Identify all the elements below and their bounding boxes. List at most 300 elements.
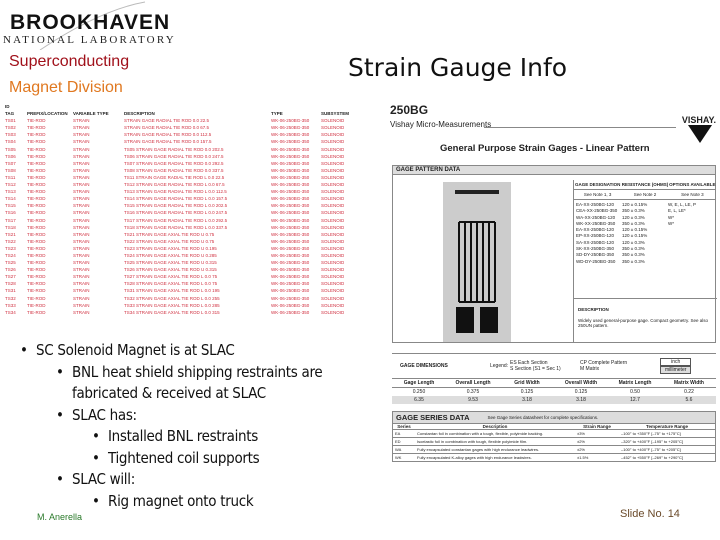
gage-cell: SA-XX-250BG-120 [576, 239, 615, 245]
dims-title: GAGE DIMENSIONS [400, 363, 448, 369]
strain-gauge-table [5, 103, 383, 316]
gage-cell: CEA-XX-250BG-350 [576, 208, 618, 214]
table-row [5, 252, 383, 259]
table-header-cell: DESCRIPTION [124, 111, 155, 117]
table-cell: WK-06-250BG-350 [271, 245, 310, 251]
table-cell: WK-06-250BG-350 [271, 182, 310, 188]
table-cell: TS15 [5, 203, 16, 209]
table-cell: TS17 STRAIN GAGE RADIAL TIE ROD L 0.0 292.5 [124, 217, 228, 223]
legend-item: ES Each Section [510, 360, 548, 366]
table-header-cell: SUBSYSTEM [321, 111, 350, 117]
table-cell: TS25 [5, 260, 16, 266]
dims-cell: 0.250 [412, 389, 426, 395]
table-cell: WK-06-250BG-350 [271, 274, 310, 280]
series-note: See Gage Series datasheet for complete specifications. [487, 415, 599, 420]
series-cell: –320° to +400°F [–195° to +205°C] [621, 439, 683, 444]
table-cell: WK-06-250BG-350 [271, 210, 310, 216]
table-cell: TIE-ROD [27, 224, 46, 230]
table-row [5, 124, 383, 131]
series-cell: Isoelastic foil in combination with tough, flexible polyimide film. [417, 439, 528, 444]
gage-cell: 120 ± 0.3% [622, 214, 645, 220]
table-cell: TS01 [5, 118, 16, 124]
table-cell: TS23 [5, 245, 16, 251]
table-cell: WK-06-250BG-350 [271, 174, 310, 180]
series-row [393, 453, 715, 461]
slide-number: Slide No. 14 [620, 508, 680, 520]
gage-cell: 350 ± 0.3% [622, 246, 645, 252]
table-cell: TIE-ROD [27, 252, 46, 258]
table-row [5, 167, 383, 174]
table-cell: WK-06-250BG-350 [271, 302, 310, 308]
col-head: GAGE DESIGNATION [574, 182, 621, 187]
series-cell: WA [395, 447, 402, 452]
table-cell: TS13 [5, 189, 16, 195]
table-cell: TIE-ROD [27, 274, 46, 280]
table-cell: WK-06-250BG-350 [271, 252, 310, 258]
table-cell: TS03 [5, 132, 16, 138]
table-cell: STRAIN [73, 174, 90, 180]
slide-title: Strain Gauge Info [348, 53, 568, 82]
table-cell: SOLENOID [321, 196, 345, 202]
table-cell: TS08 STRAIN GAGE RADIAL TIE ROD 0.0 337.5 [124, 167, 224, 173]
strain-gauge-grid-icon [443, 182, 511, 342]
table-cell: WK-06-250BG-350 [271, 260, 310, 266]
table-header-cell: TAG [5, 111, 15, 117]
table-cell: SOLENOID [321, 295, 345, 301]
bullet-continuation: fabricated & received at SLAC [72, 384, 266, 402]
gage-cell: 120 ± 0.3% [622, 239, 645, 245]
gage-cell: EA-XX-250BG-120 [576, 227, 615, 233]
table-cell: SOLENOID [321, 260, 345, 266]
table-row [5, 146, 383, 153]
series-cell: WK [395, 455, 402, 460]
gage-cell: 120 ± 0.15% [622, 202, 648, 207]
series-row [393, 437, 715, 445]
datasheet-heading: General Purpose Strain Gages - Linear Pattern [440, 143, 650, 154]
table-cell: TS25 STRAIN GAGE AXIAL TIE ROD U 0.315 [124, 260, 217, 266]
gage-cell: 120 ± 0.15% [622, 227, 648, 233]
table-cell: WK-06-250BG-350 [271, 160, 310, 166]
series-cell: ±2% [577, 447, 585, 452]
dims-cell: 3.18 [576, 397, 586, 403]
table-cell: STRAIN [73, 189, 90, 195]
legend-item: CP Complete Pattern [580, 360, 628, 366]
gage-cell: WA-XX-250BG-120 [576, 214, 616, 220]
table-cell: TS17 [5, 217, 16, 223]
table-cell: TIE-ROD [27, 245, 46, 251]
table-cell: STRAIN [73, 132, 90, 138]
table-row [5, 302, 383, 309]
table-row [5, 160, 383, 167]
vishay-triangle-icon [688, 125, 712, 143]
table-cell: STRAIN [73, 260, 90, 266]
table-cell: TS23 STRAIN GAGE AXIAL TIE ROD U 0.195 [124, 245, 217, 251]
table-cell: SOLENOID [321, 146, 345, 152]
series-head: Temperature Range [646, 424, 688, 429]
table-cell: WK-06-250BG-350 [271, 146, 310, 152]
dims-cell: 9.53 [468, 397, 478, 403]
dims-row [392, 388, 716, 396]
table-row [5, 238, 383, 245]
series-cell: EA [395, 431, 401, 436]
table-cell: SOLENOID [321, 238, 345, 244]
table-cell: TIE-ROD [27, 281, 46, 287]
table-cell: TS16 [5, 210, 16, 216]
table-cell: TIE-ROD [27, 231, 46, 237]
table-cell: TS07 [5, 160, 16, 166]
table-row [5, 287, 383, 294]
table-cell: TIE-ROD [27, 260, 46, 266]
table-cell: SOLENOID [321, 210, 345, 216]
table-cell: TS13 STRAIN GAGE RADIAL TIE ROD L 0.0 112.5 [124, 189, 227, 195]
table-cell: WK-06-250BG-350 [271, 132, 310, 138]
table-cell: TS18 [5, 224, 16, 230]
desc-text: Widely used general-purpose gage. Compact geometry. See also 250UN pattern. [578, 318, 708, 328]
gage-cell: 350 ± 0.3% [622, 252, 645, 258]
legend-item: S Section (S1 = Sec 1) [510, 366, 561, 372]
table-cell: TS18 STRAIN GAGE RADIAL TIE ROD L 0.0 337.5 [124, 224, 228, 230]
table-cell: SOLENOID [321, 182, 345, 188]
table-cell: TS27 STRAIN GAGE AXIAL TIE ROD L 0.0 75 [124, 274, 218, 280]
table-row [5, 224, 383, 231]
table-cell: TS26 [5, 267, 16, 273]
table-cell: TS08 [5, 167, 16, 173]
table-cell: STRAIN [73, 125, 90, 131]
table-cell: SOLENOID [321, 153, 345, 159]
table-cell: STRAIN [73, 203, 90, 209]
gage-cell: EA-XX-250BG-120 [576, 202, 615, 207]
table-cell: STRAIN [73, 281, 90, 287]
table-row [5, 138, 383, 145]
table-cell: STRAIN [73, 167, 90, 173]
table-cell: TS11 STRAIN GAGE RADIAL TIE ROD L 0.0 22.5 [124, 174, 225, 180]
table-row [5, 245, 383, 252]
author: M. Anerella [37, 512, 83, 522]
dims-cell: 0.125 [520, 389, 534, 395]
series-cell: Constantan foil in combination with a tough, flexible, polyimide backing. [417, 431, 544, 436]
table-cell: STRAIN [73, 267, 90, 273]
bullet-list [18, 340, 322, 512]
table-cell: SOLENOID [321, 217, 345, 223]
table-cell: STRAIN [73, 252, 90, 258]
table-cell: SOLENOID [321, 302, 345, 308]
dims-cell: Grid Width [514, 380, 540, 386]
table-cell: SOLENOID [321, 281, 345, 287]
table-row [5, 217, 383, 224]
gage-cell: W* [668, 220, 674, 226]
gage-cell: 350 ± 0.3% [622, 258, 645, 264]
table-cell: TIE-ROD [27, 146, 46, 152]
bullet: • SC Solenoid Magnet is at SLAC [36, 340, 322, 362]
table-cell: TS21 STRAIN GAGE AXIAL TIE ROD U 0.75 [124, 231, 215, 237]
gage-cell: E, L, LE* [668, 208, 686, 214]
table-cell: TIE-ROD [27, 217, 46, 223]
table-row [5, 181, 383, 188]
unit-inch-button[interactable]: inch [660, 358, 691, 366]
table-cell: STRAIN [73, 196, 90, 202]
table-row [5, 309, 383, 316]
table-cell: SOLENOID [321, 245, 345, 251]
table-cell: STRAIN [73, 238, 90, 244]
table-cell: TIE-ROD [27, 196, 46, 202]
unit-mm-button[interactable]: millimeter [660, 366, 691, 374]
table-cell: SOLENOID [321, 267, 345, 273]
table-cell: WK-06-250BG-350 [271, 309, 310, 315]
dims-cell: Overall Width [564, 380, 598, 386]
dims-cell: 5.6 [685, 397, 693, 403]
table-cell: SOLENOID [321, 139, 345, 145]
table-cell: STRAIN GAGE RADIAL TIE ROD 0.0 67.5 [124, 125, 210, 131]
table-cell: SOLENOID [321, 174, 345, 180]
table-cell: SOLENOID [321, 224, 345, 230]
table-cell: TS07 STRAIN GAGE RADIAL TIE ROD 0.0 292.5 [124, 160, 224, 166]
table-header-cell: PREFIX/LOCATION [27, 111, 68, 117]
bullet: • Rig magnet onto truck [108, 491, 322, 513]
table-cell: STRAIN [73, 288, 90, 294]
gage-pattern-image [443, 182, 511, 342]
table-cell: WK-06-250BG-350 [271, 118, 310, 124]
table-cell: TS05 STRAIN GAGE RADIAL TIE ROD 0.0 202.5 [124, 146, 224, 152]
table-cell: TS06 [5, 153, 16, 159]
series-cell: –452° to +550°F [–269° to +290°C] [621, 455, 683, 460]
gage-cell [668, 259, 714, 265]
bullet: • Tightened coil supports [108, 448, 322, 470]
series-head: Series [397, 424, 411, 429]
dims-row [392, 378, 716, 388]
table-cell: STRAIN [73, 217, 90, 223]
dims-cell: Matrix Width [674, 380, 704, 386]
table-cell: TIE-ROD [27, 125, 46, 131]
gage-cell: EP-XX-250BG-120 [576, 233, 615, 239]
table-cell: TS32 [5, 295, 16, 301]
table-row [5, 231, 383, 238]
table-cell: STRAIN [73, 118, 90, 124]
series-row [393, 429, 715, 437]
table-row [5, 174, 383, 181]
dims-cell: 6.35 [414, 397, 424, 403]
table-cell: WK-06-250BG-350 [271, 125, 310, 131]
logo-wordmark: BROOKHAVEN [10, 11, 171, 34]
table-cell: TS16 STRAIN GAGE RADIAL TIE ROD L 0.0 247.5 [124, 210, 228, 216]
id-label: ID [5, 104, 10, 109]
table-cell: TS33 [5, 302, 16, 308]
pattern-title: GAGE PATTERN DATA [393, 166, 715, 175]
dims-cell: Overall Length [455, 380, 491, 386]
table-cell: TIE-ROD [27, 288, 46, 294]
series-cell: ±1.5% [577, 455, 589, 460]
table-cell: SOLENOID [321, 203, 345, 209]
table-cell: SOLENOID [321, 132, 345, 138]
bullet: • Installed BNL restraints [108, 426, 322, 448]
table-cell: TS14 STRAIN GAGE RADIAL TIE ROD L 0.0 157.5 [124, 196, 228, 202]
gage-cell: SK-XX-250BG-350 [576, 246, 615, 252]
table-cell: SOLENOID [321, 274, 345, 280]
table-cell: TS33 STRAIN GAGE AXIAL TIE ROD L 0.0 285 [124, 302, 220, 308]
table-cell: WK-06-250BG-350 [271, 139, 310, 145]
col-note: See Note 3 [681, 192, 704, 197]
table-cell: WK-06-250BG-350 [271, 224, 310, 230]
table-cell: SOLENOID [321, 125, 345, 131]
legend-item: M Matrix [580, 366, 600, 372]
table-cell: TS31 [5, 288, 16, 294]
table-cell: SOLENOID [321, 160, 345, 166]
series-title: GAGE SERIES DATA [396, 413, 470, 422]
bullet: • BNL heat shield shipping restraints are [72, 362, 322, 384]
series-cell: Fully encapsulated constantan gages with high endurance leadwires. [417, 447, 540, 452]
table-cell: TIE-ROD [27, 302, 46, 308]
gage-cell: W, E, L, LE, P [668, 202, 697, 207]
bullet: • SLAC has: [72, 405, 322, 427]
model: 250BG [390, 103, 429, 117]
table-cell: TS26 STRAIN GAGE AXIAL TIE ROD U 0.315 [124, 267, 217, 273]
table-cell: TS06 STRAIN GAGE RADIAL TIE ROD 0.0 247.5 [124, 153, 224, 159]
table-cell: TS22 [5, 238, 16, 244]
table-cell: WK-06-250BG-350 [271, 189, 310, 195]
series-head: Strain Range [583, 424, 611, 429]
table-cell: TIE-ROD [27, 167, 46, 173]
table-cell: STRAIN [73, 160, 90, 166]
table-cell: SOLENOID [321, 189, 345, 195]
table-cell: TS24 [5, 252, 16, 258]
table-cell: TS34 STRAIN GAGE AXIAL TIE ROD L 0.0 315 [124, 309, 220, 315]
table-cell: STRAIN [73, 146, 90, 152]
table-row [5, 209, 383, 216]
table-cell: SOLENOID [321, 309, 345, 315]
table-cell: WK-06-250BG-350 [271, 288, 310, 294]
table-cell: WK-06-250BG-350 [271, 153, 310, 159]
table-cell: STRAIN [73, 309, 90, 315]
table-cell: SOLENOID [321, 231, 345, 237]
table-cell: TIE-ROD [27, 153, 46, 159]
table-cell: STRAIN [73, 245, 90, 251]
table-row [5, 188, 383, 195]
table-cell: WK-06-250BG-350 [271, 203, 310, 209]
table-cell: WK-06-250BG-350 [271, 231, 310, 237]
table-cell: TS21 [5, 231, 16, 237]
table-cell: TS27 [5, 274, 16, 280]
table-cell: TIE-ROD [27, 132, 46, 138]
table-cell: SOLENOID [321, 167, 345, 173]
dims-cell: 3.18 [522, 397, 532, 403]
series-cell: –100° to +350°F [–75° to +175°C] [621, 431, 681, 436]
dims-cell: 0.375 [466, 389, 480, 395]
table-header-cell: TYPE [271, 111, 283, 117]
table-cell: TIE-ROD [27, 238, 46, 244]
table-cell: TIE-ROD [27, 203, 46, 209]
table-cell: STRAIN GAGE RADIAL TIE ROD 0.0 22.5 [124, 118, 210, 124]
gage-cell: W* [668, 214, 674, 220]
table-row [5, 195, 383, 202]
dims-cell: 0.125 [574, 389, 588, 395]
table-row [5, 259, 383, 266]
gage-cell: WD-DY-250BG-350 [576, 258, 616, 264]
gage-cell: SD-DY-250BG-350 [576, 252, 615, 258]
table-cell: TS02 [5, 125, 16, 131]
series-cell: ±2% [577, 439, 585, 444]
gage-cell: 350 ± 0.3% [622, 208, 645, 214]
dims-cell: Matrix Length [618, 380, 652, 386]
table-cell: WK-06-250BG-350 [271, 167, 310, 173]
table-cell: SOLENOID [321, 118, 345, 124]
vishay-datasheet [388, 101, 718, 465]
dims-cell: 0.22 [684, 389, 694, 395]
division-line1: Superconducting [9, 53, 130, 70]
table-row [5, 273, 383, 280]
table-cell: WK-06-250BG-350 [271, 196, 310, 202]
dims-cell: 0.50 [630, 389, 640, 395]
col-note: See Note 1, 3 [583, 192, 612, 197]
col-head: OPTIONS AVAILABLE [669, 182, 716, 187]
bullet: • SLAC will: [72, 469, 322, 491]
table-cell: TS12 STRAIN GAGE RADIAL TIE ROD L 0.0 67.5 [124, 182, 225, 188]
table-cell: STRAIN [73, 274, 90, 280]
table-row [5, 202, 383, 209]
table-cell: TS32 STRAIN GAGE AXIAL TIE ROD L 0.0 255 [124, 295, 220, 301]
series-cell: ED [395, 439, 401, 444]
table-cell: TS24 STRAIN GAGE AXIAL TIE ROD U 0.285 [124, 252, 217, 258]
dims-cell: 12.7 [630, 397, 640, 403]
table-cell: STRAIN [73, 210, 90, 216]
table-cell: TIE-ROD [27, 174, 46, 180]
col-note: See Note 2 [633, 192, 657, 197]
table-cell: TIE-ROD [27, 189, 46, 195]
table-cell: STRAIN [73, 231, 90, 237]
table-cell: STRAIN [73, 139, 90, 145]
table-cell: TS14 [5, 196, 16, 202]
table-cell: STRAIN GAGE RADIAL TIE ROD 0.0 112.5 [124, 132, 212, 138]
logo-subtitle: NATIONAL LABORATORY [3, 34, 176, 46]
table-cell: TIE-ROD [27, 309, 46, 315]
table-header [5, 110, 383, 117]
table-cell: TS22 STRAIN GAGE AXIAL TIE ROD U 0.75 [124, 238, 215, 244]
table-cell: STRAIN [73, 224, 90, 230]
table-cell: WK-06-250BG-350 [271, 217, 310, 223]
table-row [5, 117, 383, 124]
table-cell: TS04 [5, 139, 16, 145]
series-cell: Fully encapsulated K-alloy gages with high endurance leadwires. [417, 455, 532, 460]
table-cell: TS05 [5, 146, 16, 152]
series-cell: ±3% [577, 431, 585, 436]
legend-label: Legend: [490, 363, 509, 369]
series-row [393, 445, 715, 453]
dims-cell: Gage Length [403, 380, 435, 386]
table-cell: TS31 STRAIN GAGE AXIAL TIE ROD L 0.0 195 [124, 288, 220, 294]
vishay-logo: VISHAY. [681, 115, 716, 125]
table-cell: TIE-ROD [27, 210, 46, 216]
gage-cell: 120 ± 0.15% [622, 233, 648, 239]
table-row [5, 131, 383, 138]
table-cell: SOLENOID [321, 288, 345, 294]
table-cell: STRAIN [73, 295, 90, 301]
table-cell: TIE-ROD [27, 182, 46, 188]
desc-title: DESCRIPTION [578, 307, 609, 312]
table-cell: STRAIN [73, 182, 90, 188]
table-header-cell: VARIABLE TYPE [73, 111, 109, 117]
division-line2: Magnet Division [9, 79, 123, 96]
table-row [5, 153, 383, 160]
table-row [5, 280, 383, 287]
maker: Vishay Micro-Measurements [390, 120, 492, 129]
table-row [5, 266, 383, 273]
series-header [393, 423, 715, 429]
table-cell: TIE-ROD [27, 267, 46, 273]
table-cell: WK-06-250BG-350 [271, 295, 310, 301]
col-head: RESISTANCE (OHMS) [621, 182, 669, 187]
table-cell: TIE-ROD [27, 160, 46, 166]
table-cell: STRAIN [73, 302, 90, 308]
table-cell: TIE-ROD [27, 295, 46, 301]
table-cell: STRAIN GAGE RADIAL TIE ROD 0.0 157.5 [124, 139, 212, 145]
